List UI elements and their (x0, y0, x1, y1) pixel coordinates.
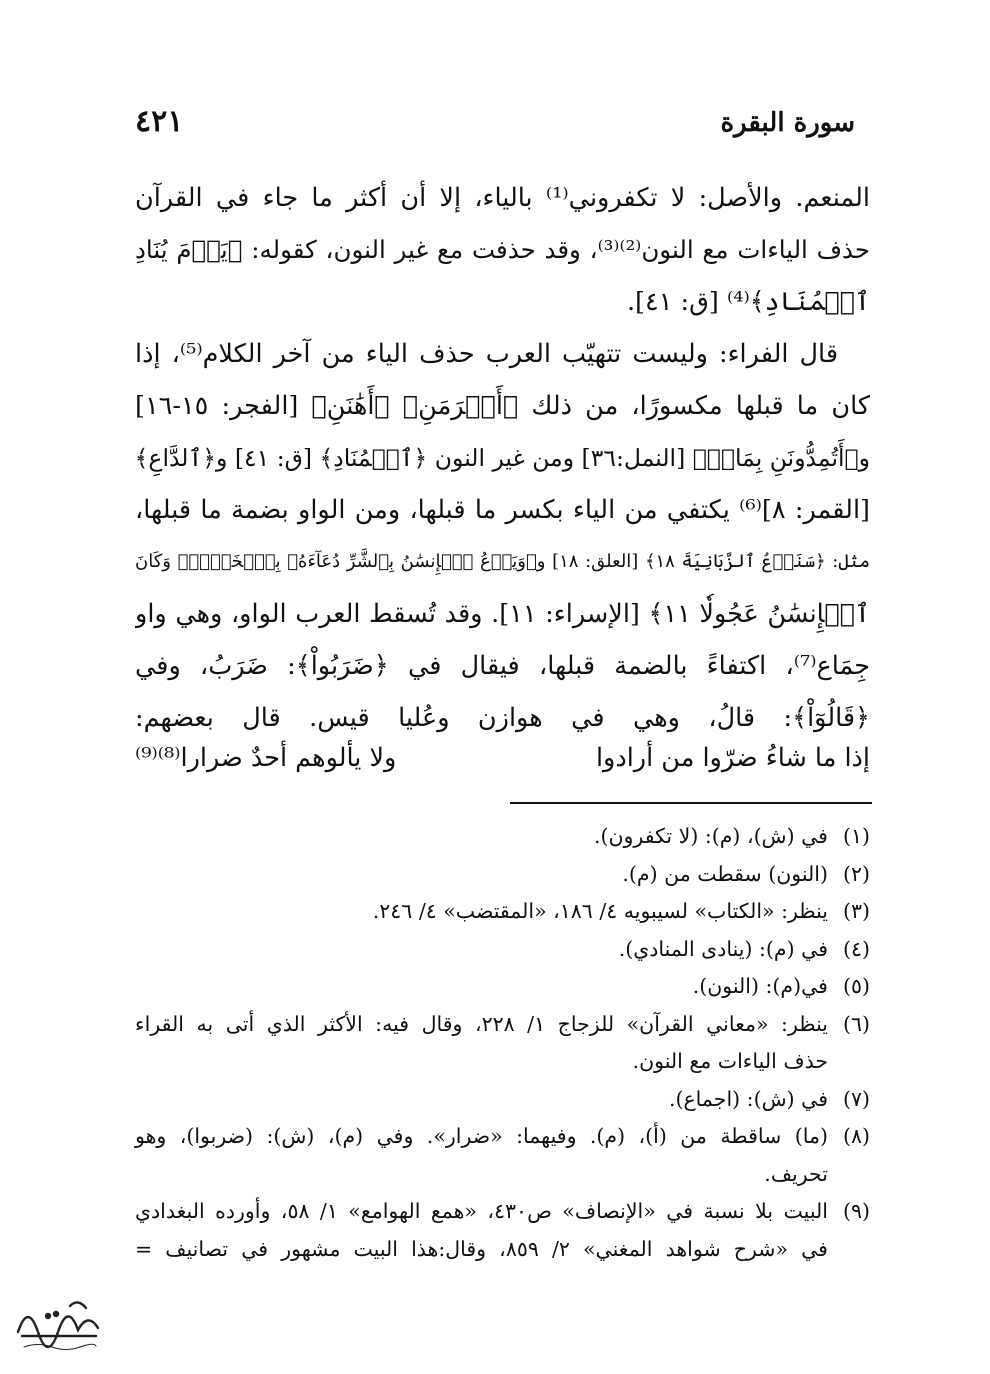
footnote-continuation: في «شرح شواهد المغني» ٢/ ٨٥٩، وقال:هذا البيت مشهور في تصانيف = (135, 1236, 828, 1261)
library-stamp-logo (8, 1292, 108, 1358)
body-line: المنعم. والأصل: لا تكفروني⁽¹⁾ بالياء، إلا أن أكثر ما جاء في القرآن (135, 183, 870, 213)
footnote (135, 1193, 870, 1268)
body-line: ٱلۡمُنَادِ﴾⁽⁴⁾ [ق: ٤١]. (626, 287, 870, 317)
footnote-text: (ما) ساقطة من (أ)، (م). وفيهما: «ضرار». وفي (م)، (ش): (ضربوا)، وهو (135, 1124, 829, 1148)
footnote-text: ينظر: «الكتاب» لسيبويه ٤/ ١٨٦، «المقتضب» ٤/ ٢٤٦. (372, 899, 828, 923)
footnote (135, 1081, 870, 1119)
footnote-number: (٥) (842, 974, 870, 998)
body-line: قال الفراء: وليست تتهيّب العرب حذف الياء من آخر الكلام⁽⁵⁾، إذا (135, 339, 839, 369)
footnote-text: في(م): (النون). (692, 974, 828, 998)
surah-title: سورة البقرة (720, 108, 855, 138)
footnote-text: ينظر: «معاني القرآن» للزجاج ١/ ٢٢٨، وقال فيه: الأكثر الذي أتى به القراء (135, 1011, 828, 1036)
footnote-number: (٢) (842, 861, 870, 886)
footnote-number: (٤) (842, 936, 870, 961)
footnote-text: في (ش): (اجماع). (668, 1086, 828, 1111)
body-line: [القمر: ٨]⁽⁶⁾ يكتفي من الياء بكسر ما قبلها، ومن الواو بضمة ما قبلها، (135, 495, 870, 525)
footnote-number: (٧) (842, 1086, 870, 1111)
page-header (135, 104, 855, 148)
poem-verse (135, 732, 870, 784)
footnote (135, 818, 870, 856)
body-line: ٱلۡإِنسَٰنُ عَجُولٗا ١١﴾ [الإسراء: ١١]. وقد تُسقط العرب الواو، وهي واو (135, 599, 870, 629)
footnote-continuation: تحريف. (764, 1161, 828, 1186)
footnote-separator (510, 802, 872, 804)
body-line: ﴿قَالُوٓاْ﴾: قالُ، وهي في هوازن وعُليا قيس. قال بعضهم: (135, 703, 870, 733)
footnote-text: (النون) سقطت من (م). (622, 861, 828, 886)
footnote (135, 968, 870, 1006)
main-text (135, 172, 870, 744)
footnote (135, 893, 870, 931)
footnote (135, 856, 870, 894)
body-line: كان ما قبلها مكسورًا، من ذلك ﴿أَكۡرَمَنِ﴾ ﴿أَهَٰنَنِ﴾ [الفجر: ١٥-١٦] (135, 391, 870, 421)
footnote-text: البيت بلا نسبة في «الإنصاف» ص٤٣٠، «همع الهوامع» ١/ ٥٨، وأورده البغدادي (135, 1199, 828, 1223)
footnote-number: (٦) (842, 1011, 870, 1036)
body-line: و﴿أَتُمِدُّونَنِ بِمَالٖ﴾ [النمل:٣٦] ومن غير النون ﴿ٱلۡمُنَادِ﴾ [ق: ٤١] و﴿ٱلدَّاعِ﴾ (135, 444, 870, 472)
footnote-number: (٩) (842, 1199, 870, 1223)
footnote-continuation: حذف الياءات مع النون. (632, 1049, 828, 1073)
footnote-number: (٨) (842, 1124, 870, 1148)
poem-first-hemistich: إذا ما شاءُ ضرّوا من أرادوا (595, 743, 870, 773)
footnote-text: في (م): (ينادى المنادي). (618, 936, 828, 961)
body-line: حذف الياءات مع النون⁽²⁾⁽³⁾، وقد حذفت مع غير النون، كقوله: ﴿يَوۡمَ يُنَادِ (135, 235, 870, 264)
footnote-number: (٣) (842, 899, 870, 923)
body-line: مثل: ﴿سَنَدۡعُ ٱلزَّبَانِيَةَ ١٨﴾ [العلق: ١٨] و﴿وَيَدۡعُ ٱلۡإِنسَٰنُ بِٱلشَّرِّ دُعَآءَهُۥ بِٱلۡخَيۡرِۖ وَكَانَ (135, 551, 870, 572)
footnote-number: (١) (842, 824, 870, 848)
footnote (135, 931, 870, 969)
footnote (135, 1118, 870, 1193)
footnote-text: في (ش)، (م): (لا تكفرون). (593, 824, 828, 848)
page-number: ٤٢١ (135, 104, 184, 139)
footnotes (135, 818, 870, 1268)
footnote (135, 1006, 870, 1081)
body-line: جِمَاع⁽⁷⁾، اكتفاءً بالضمة قبلها، فيقال في ﴿ضَرَبُواْ﴾: ضَرَبُ، وفي (135, 651, 870, 681)
poem-second-hemistich: ولا يألوهم أحدٌ ضرارا⁽⁸⁾⁽⁹⁾ (135, 743, 397, 773)
